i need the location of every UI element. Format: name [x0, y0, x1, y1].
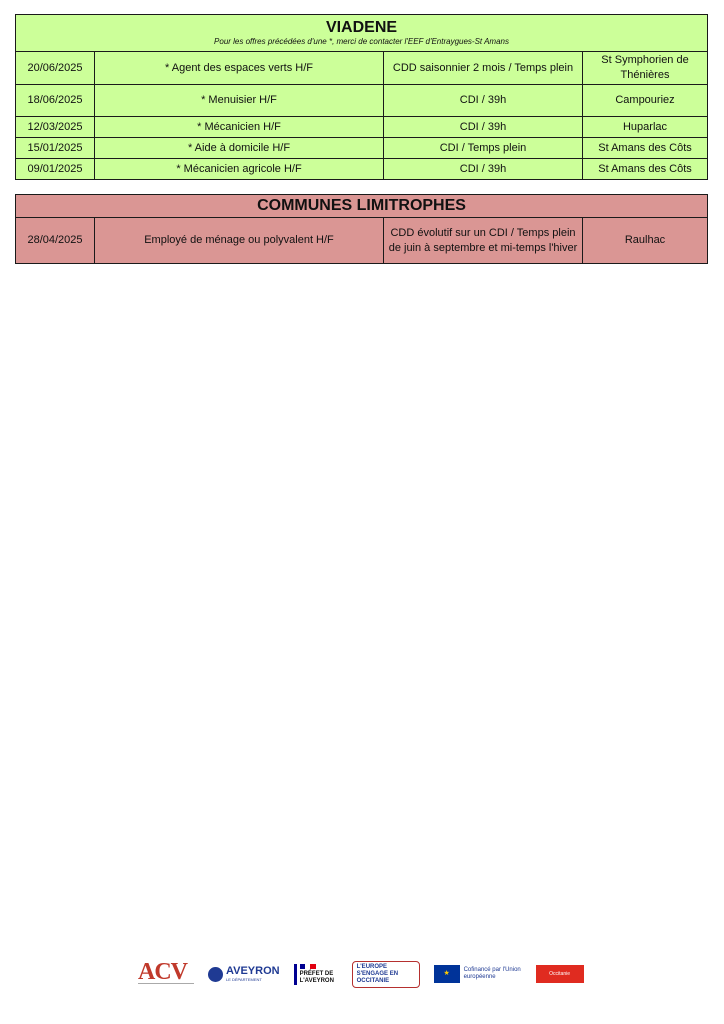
offer-location: St Amans des Côts [583, 159, 708, 180]
limitrophes-title: COMMUNES LIMITROPHES [257, 197, 466, 214]
offer-title: * Mécanicien H/F [95, 117, 384, 138]
europe-occitanie-logo [352, 961, 420, 988]
offer-contract: CDI / 39h [384, 85, 583, 117]
offer-contract: CDI / 39h [384, 117, 583, 138]
aveyron-emblem-icon [208, 967, 223, 982]
aveyron-logo-text: AVEYRON [226, 965, 280, 977]
offer-title: * Mécanicien agricole H/F [95, 159, 384, 180]
offer-date: 28/04/2025 [16, 218, 95, 264]
offer-date: 12/03/2025 [16, 117, 95, 138]
offer-contract: CDD évolutif sur un CDI / Temps plein de juin à septembre et mi-temps l'hiver [384, 218, 583, 264]
eu-flag-icon: ★ [434, 965, 460, 983]
table-row [16, 159, 708, 180]
table-row [16, 138, 708, 159]
offer-contract: CDD saisonnier 2 mois / Temps plein [384, 52, 583, 85]
limitrophes-table [15, 194, 708, 264]
viadene-subtitle: Pour les offres précédées d'une *, merci de contacter l'EEF d'Entraygues-St Amans [214, 37, 509, 46]
limitrophes-header [16, 195, 708, 218]
partner-logos [138, 956, 598, 992]
table-row [16, 52, 708, 85]
viadene-title: VIADENE [325, 19, 398, 36]
offer-location: St Symphorien de Thénières [583, 52, 708, 85]
occitanie-logo-text: Occitanie [549, 971, 571, 977]
offer-date: 15/01/2025 [16, 138, 95, 159]
acv-logo [138, 958, 194, 988]
occitanie-logo [536, 965, 584, 983]
prefet-logo-text: PRÉFET DE L'AVEYRON [299, 970, 334, 984]
aveyron-logo [208, 966, 280, 982]
table-row [16, 117, 708, 138]
prefet-logo [294, 964, 338, 985]
viadene-table [15, 14, 708, 180]
eu-logo [434, 965, 522, 983]
offer-title: * Menuisier H/F [95, 85, 384, 117]
eu-logo-text: Cofinancé par l'Union européenne [463, 967, 521, 980]
offer-title: Employé de ménage ou polyvalent H/F [95, 218, 384, 264]
offer-title: * Aide à domicile H/F [95, 138, 384, 159]
offer-location: Campouriez [583, 85, 708, 117]
table-row [16, 218, 708, 264]
offer-contract: CDI / 39h [384, 159, 583, 180]
french-flag-icon [300, 964, 316, 969]
offer-contract: CDI / Temps plein [384, 138, 583, 159]
offer-date: 09/01/2025 [16, 159, 95, 180]
offer-location: Raulhac [583, 218, 708, 264]
acv-logo-text: ACV [138, 958, 187, 985]
europe-logo-text: L'EUROPE S'ENGAGE EN OCCITANIE [356, 963, 399, 984]
aveyron-logo-subtext: LE DÉPARTEMENT [226, 977, 262, 982]
viadene-header [16, 15, 708, 52]
offer-date: 18/06/2025 [16, 85, 95, 117]
offer-title: * Agent des espaces verts H/F [95, 52, 384, 85]
offer-date: 20/06/2025 [16, 52, 95, 85]
offer-location: Huparlac [583, 117, 708, 138]
offer-location: St Amans des Côts [583, 138, 708, 159]
table-row [16, 85, 708, 117]
